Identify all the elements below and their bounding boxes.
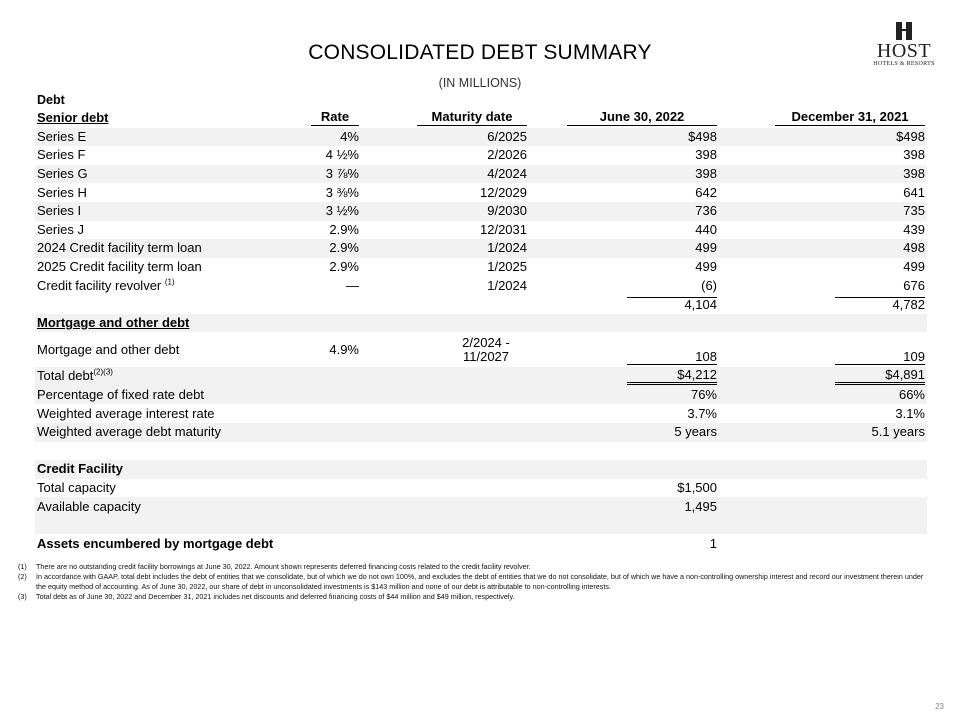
debt-section-label: Debt — [37, 93, 65, 107]
row-label: Series E — [35, 128, 283, 147]
mortgage-dec: 109 — [835, 350, 925, 365]
row-rate: 3 ½% — [283, 202, 361, 221]
col-header-maturity: Maturity date — [361, 109, 529, 128]
debt-summary-table — [35, 109, 927, 553]
logo-tagline: HOTELS & RESORTS — [873, 61, 935, 67]
page-title: CONSOLIDATED DEBT SUMMARY — [308, 41, 652, 64]
col-header-rate: Rate — [283, 109, 361, 128]
stat-label: Percentage of fixed rate debt — [35, 386, 283, 405]
debt-stat-rows — [35, 386, 927, 442]
row-dec-2021: $498 — [719, 128, 927, 147]
stat-label: Weighted average debt maturity — [35, 423, 283, 442]
row-jun-2022: 499 — [695, 259, 717, 275]
row-jun-2022: $498 — [529, 128, 719, 147]
row-rate: 3 ⅞% — [283, 165, 361, 184]
mortgage-section-row — [35, 314, 927, 333]
row-jun-2022: (6) — [701, 277, 717, 293]
row-maturity: 4/2024 — [361, 165, 529, 184]
row-jun-2022: 440 — [695, 221, 717, 237]
row-maturity: 9/2030 — [361, 202, 529, 221]
senior-debt-row — [35, 183, 927, 202]
senior-debt-row — [35, 276, 927, 295]
senior-debt-row — [35, 165, 927, 184]
row-rate: 2.9% — [283, 239, 361, 258]
stat-dec-2021: 66% — [719, 386, 927, 405]
senior-subtotal-row — [35, 295, 927, 314]
stat-row — [35, 386, 927, 405]
mortgage-maturity: 2/2024 - 11/2027 — [462, 334, 510, 364]
row-dec-2021: 735 — [719, 202, 927, 221]
host-logo — [864, 22, 944, 67]
row-jun-2022: 499 — [529, 239, 719, 258]
footnotes — [18, 562, 928, 602]
credit-facility-rows — [35, 479, 927, 516]
stat-row — [35, 423, 927, 442]
assets-encumbered-jun: 1 — [709, 535, 717, 551]
mortgage-section-label: Mortgage and other debt — [37, 314, 190, 330]
stat-label: Weighted average interest rate — [37, 405, 215, 421]
footnote: (3) Total debt as of June 30, 2022 and December 31, 2021 includes net discounts and deferred financing costs of $44 million and $49 million, respectively. — [18, 592, 515, 601]
senior-debt-row — [35, 146, 927, 165]
spacer-row — [35, 516, 927, 535]
col-header-dec-2021: December 31, 2021 — [719, 109, 927, 128]
footnote: (1) There are no outstanding credit facility borrowings at June 30, 2022. Amount shown represents deferred financing costs related to the credit facility revolver. — [18, 562, 531, 571]
row-dec-2021: 398 — [903, 147, 925, 163]
col-header-senior-debt: Senior debt — [37, 110, 109, 126]
row-rate: 2.9% — [329, 221, 359, 237]
page-subtitle: (IN MILLIONS) — [438, 76, 522, 90]
senior-debt-row — [35, 239, 927, 258]
row-label: Series G — [35, 165, 283, 184]
row-jun-2022: 398 — [695, 147, 717, 163]
credit-jun-2022: 1,495 — [529, 497, 719, 516]
total-debt-dec: $4,891 — [835, 368, 925, 385]
credit-section-label: Credit Facility — [35, 460, 283, 479]
table-header-row — [35, 109, 927, 128]
stat-dec-2021: 3.1% — [895, 405, 925, 421]
credit-label: Total capacity — [37, 479, 116, 495]
credit-section-row — [35, 460, 927, 479]
row-maturity: 2/2026 — [487, 147, 527, 163]
total-debt-jun: $4,212 — [627, 368, 717, 385]
row-maturity: 1/2024 — [487, 277, 527, 293]
mortgage-rate: 4.9% — [329, 341, 359, 357]
stat-jun-2022: 5 years — [529, 423, 719, 442]
row-dec-2021: 498 — [719, 239, 927, 258]
host-logo-mark-icon — [894, 22, 914, 40]
row-rate: 3 ⅜% — [325, 184, 359, 200]
assets-encumbered-row — [35, 534, 927, 553]
senior-debt-row — [35, 202, 927, 221]
row-label: 2025 Credit facility term loan — [37, 259, 202, 275]
row-dec-2021: 439 — [903, 221, 925, 237]
assets-encumbered-label: Assets encumbered by mortgage debt — [37, 535, 274, 551]
row-label: Series I — [35, 202, 283, 221]
row-dec-2021: 398 — [719, 165, 927, 184]
col-header-jun-2022: June 30, 2022 — [529, 109, 719, 128]
mortgage-jun: 108 — [627, 350, 717, 365]
mortgage-row — [35, 332, 927, 367]
row-label: Series F — [37, 147, 86, 163]
row-rate: 2.9% — [329, 259, 359, 275]
row-jun-2022: 642 — [695, 184, 717, 200]
stat-jun-2022: 76% — [529, 386, 719, 405]
row-maturity: 1/2025 — [487, 259, 527, 275]
subtotal-dec: 4,782 — [835, 297, 925, 312]
mortgage-label: Mortgage and other debt — [37, 341, 180, 357]
row-dec-2021: 676 — [903, 277, 925, 293]
senior-debt-rows — [35, 128, 927, 295]
page-number: 23 — [935, 702, 944, 711]
credit-jun-2022: $1,500 — [677, 479, 717, 495]
logo-wordmark: HOST — [876, 40, 932, 62]
row-maturity: 12/2029 — [480, 184, 527, 200]
row-label: Series H — [37, 184, 87, 200]
senior-debt-row — [35, 221, 927, 240]
row-rate: — — [346, 277, 359, 293]
stat-dec-2021: 5.1 years — [719, 423, 927, 442]
subtotal-jun: 4,104 — [627, 297, 717, 312]
senior-debt-row — [35, 128, 927, 147]
row-dec-2021: 641 — [903, 184, 925, 200]
row-dec-2021: 499 — [903, 259, 925, 275]
row-rate: 4 ½% — [325, 147, 359, 163]
row-label: Series J — [37, 221, 84, 237]
row-jun-2022: 398 — [529, 165, 719, 184]
total-debt-label: Total debt$^{(2)(3)}$ — [35, 367, 283, 386]
row-maturity: 12/2031 — [480, 221, 527, 237]
credit-row — [35, 497, 927, 516]
senior-debt-row — [35, 258, 927, 277]
row-label: Credit facility revolver $^{(1)}$ — [37, 277, 175, 293]
stat-row — [35, 404, 927, 423]
row-maturity: 6/2025 — [361, 128, 529, 147]
row-jun-2022: 736 — [529, 202, 719, 221]
total-debt-row — [35, 367, 927, 386]
row-maturity: 1/2024 — [361, 239, 529, 258]
row-rate: 4% — [283, 128, 361, 147]
row-label: 2024 Credit facility term loan — [35, 239, 283, 258]
credit-row — [35, 479, 927, 498]
spacer-row — [35, 442, 927, 461]
credit-label: Available capacity — [35, 497, 283, 516]
footnote: (2) In accordance with GAAP, total debt includes the debt of entities that we consolidate, but of which we do not own 100%, and excludes the debt of entities that we do not consolidate, but of which we have a non-controlling ownership interest and record our investment therein under the equity method of accounting. As of June 30, 2022, our share of debt in unconsolidated investments is $143 million and none of our debt is attributable to non-controlling interests. — [18, 572, 924, 591]
stat-jun-2022: 3.7% — [687, 405, 717, 421]
